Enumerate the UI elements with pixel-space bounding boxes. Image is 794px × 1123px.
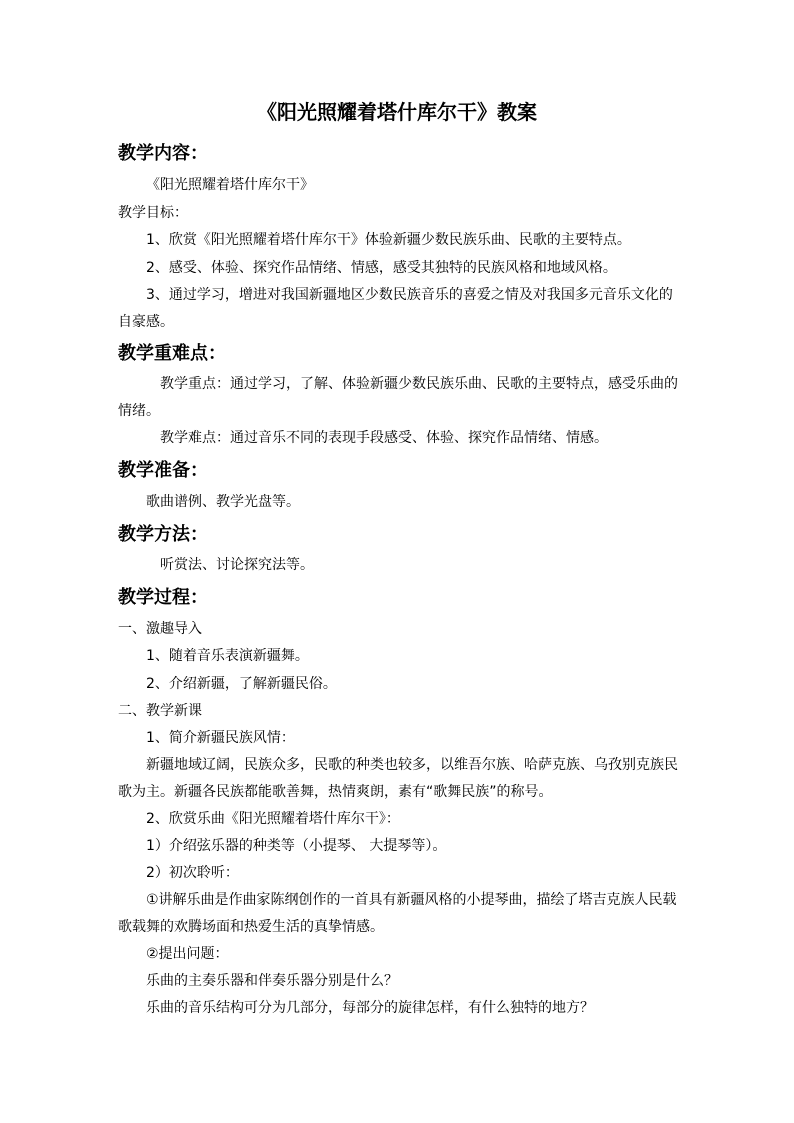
methods-text: 听赏法、讨论探究法等。 (160, 557, 314, 573)
section-heading-process: 教学过程： (118, 587, 208, 608)
question-item-1: 乐曲的主奏乐器和伴奏乐器分别是什么？ (146, 973, 398, 989)
section-heading-preparation: 教学准备： (118, 460, 208, 481)
xinjiang-paragraph-continued: 歌为主。新疆各民族都能歌善舞，热情爽朗，素有“歌舞民族”的称号。 (118, 784, 553, 800)
process-part-1: 一、激趣导入 (118, 621, 202, 637)
explanation-paragraph-continued: 歌载舞的欢腾场面和热爱生活的真挚情感。 (118, 919, 384, 935)
explanation-paragraph: ①讲解乐曲是作曲家陈纲创作的一首具有新疆风格的小提琴曲，描绘了塔吉克族人民载 (146, 892, 677, 908)
key-point-text-continued: 情绪。 (118, 403, 160, 419)
key-point-text: 教学重点：通过学习，了解、体验新疆少数民族乐曲、民歌的主要特点，感受乐曲的 (160, 376, 678, 392)
xinjiang-paragraph: 新疆地域辽阔，民族众多，民歌的种类也较多，以维吾尔族、哈萨克族、乌孜别克族民 (146, 757, 678, 773)
process-part-2: 二、教学新课 (118, 703, 202, 719)
section-heading-content: 教学内容： (118, 143, 208, 164)
process-step-2: 2）初次聆听： (146, 865, 239, 881)
process-step-1: 1）介绍弦乐器的种类等（小提琴、 大提琴等）。 (146, 838, 447, 854)
question-item-2: 乐曲的音乐结构可分为几部分，每部分的旋律怎样，有什么独特的地方？ (146, 1000, 594, 1016)
process-part-1-item-2: 2、介绍新疆，了解新疆民俗。 (146, 676, 337, 692)
process-part-2-item-2: 2、欣赏乐曲《阳光照耀着塔什库尔干》： (146, 811, 400, 827)
goal-item-3: 3、通过学习，增进对我国新疆地区少数民族音乐的喜爱之情及对我国多元音乐文化的 (146, 287, 673, 303)
goal-item-1: 1、欣赏《阳光照耀着塔什库尔干》体验新疆少数民族乐曲、民歌的主要特点。 (146, 232, 631, 248)
goal-item-2: 2、感受、体验、探究作品情绪、情感，感受其独特的民族风格和地域风格。 (146, 260, 617, 276)
process-part-2-item-1: 1、简介新疆民族风情： (146, 730, 295, 746)
goal-item-3-continued: 自豪感。 (118, 314, 174, 330)
section-heading-methods: 教学方法： (118, 524, 208, 545)
song-title: 《阳光照耀着塔什库尔干》 (146, 177, 314, 193)
section-heading-key-points: 教学重难点： (118, 343, 226, 364)
preparation-text: 歌曲谱例、教学光盘等。 (146, 494, 300, 510)
goals-label: 教学目标： (118, 205, 188, 221)
document-title: 《阳光照耀着塔什库尔干》教案 (257, 100, 537, 124)
questions-label: ②提出问题： (146, 946, 229, 962)
difficulty-text: 教学难点：通过音乐不同的表现手段感受、体验、探究作品情绪、情感。 (160, 430, 608, 446)
process-part-1-item-1: 1、随着音乐表演新疆舞。 (146, 648, 309, 664)
